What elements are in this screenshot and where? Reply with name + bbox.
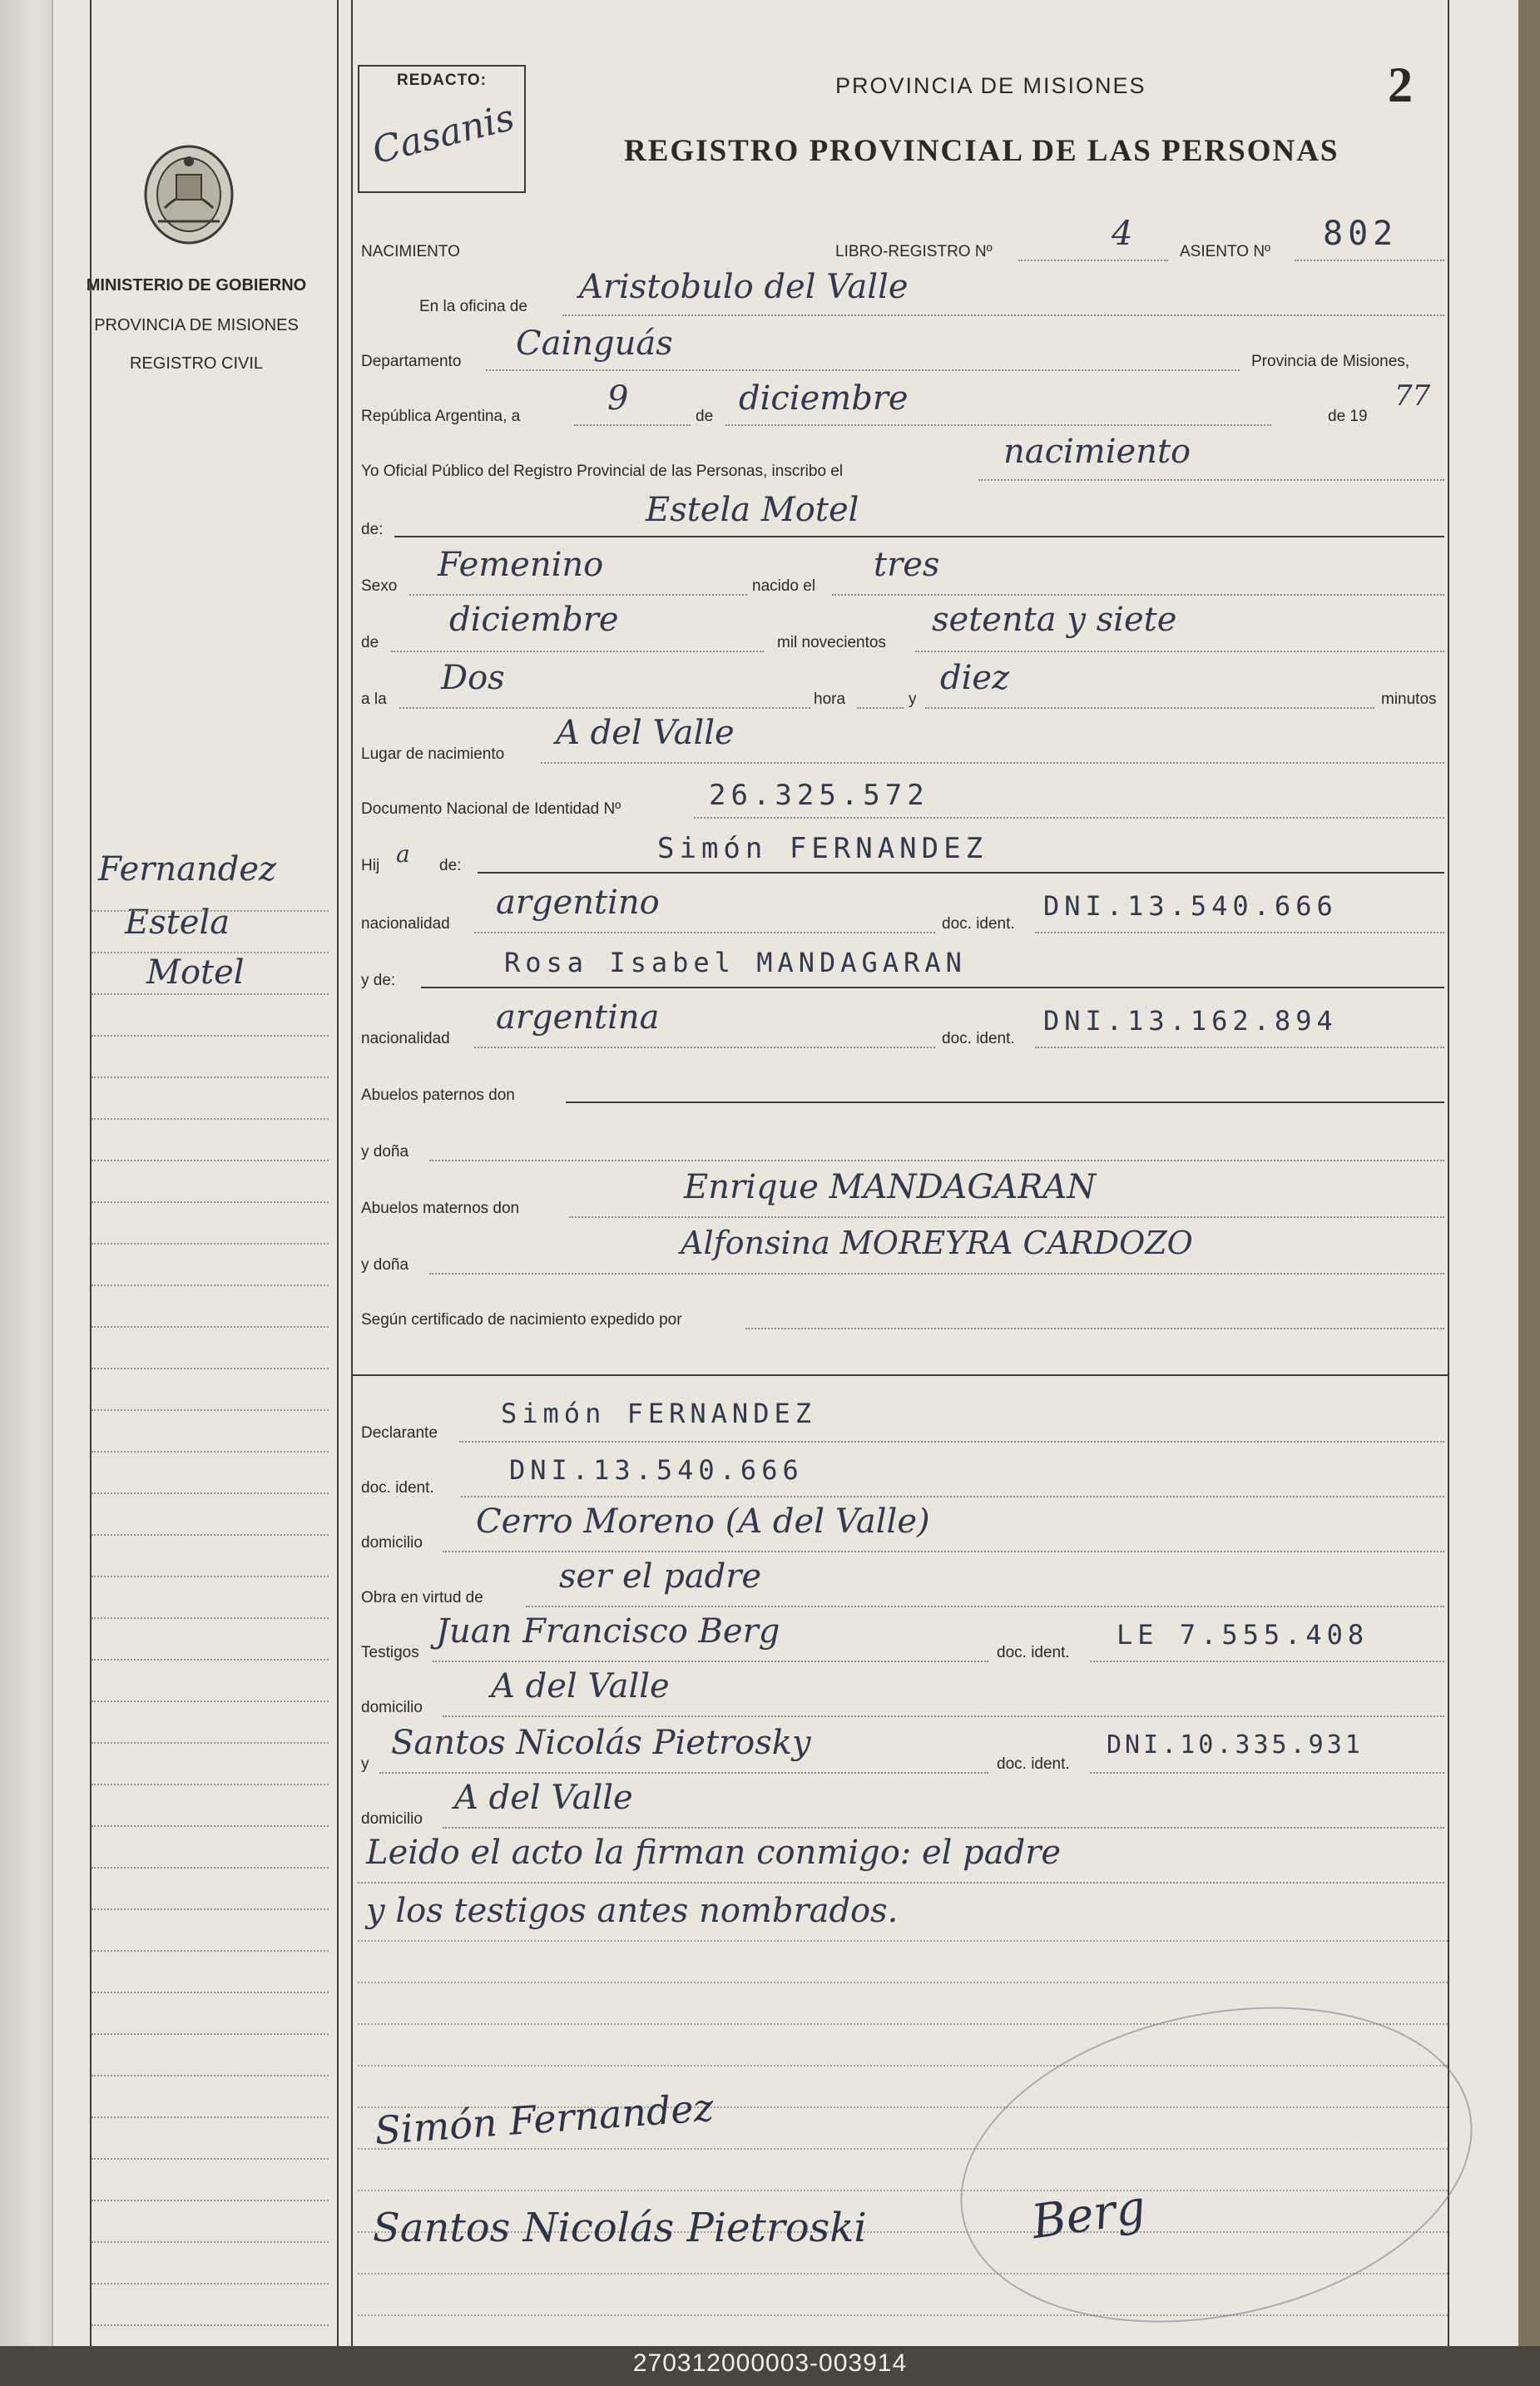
testigo2-dots [379,1772,988,1774]
margin-rule [92,1201,329,1203]
margin-left-line [90,0,92,2346]
book-binding-edge [0,0,53,2346]
ydona-paterna-label: y doña [361,1143,409,1161]
margin-rule [92,1326,329,1328]
sidebar-province: PROVINCIA DE MISIONES [94,316,299,334]
hora-value: Dos [441,659,505,697]
margin-rule [92,1409,329,1411]
record-rule [358,1982,1448,1983]
doc-padre-dots [1035,932,1444,933]
certificado-label: Según certificado de nacimiento expedido por [361,1311,682,1329]
testigo1-domicilio-label: domicilio [361,1699,423,1716]
margin-rule [92,1160,329,1161]
madre-value: Rosa Isabel MANDAGARAN [504,947,967,978]
margin-rule [92,2283,329,2285]
de-label: de [696,408,714,425]
oficial-label: Yo Oficial Público del Registro Provincial de las Personas, inscribo el [361,463,844,480]
dni-label: Documento Nacional de Identidad Nº [361,800,621,818]
doc-padre-value: DNI.13.540.666 [1043,890,1338,922]
margin-rule [92,1368,329,1369]
abuelo-materno-value: Enrique MANDAGARAN [684,1168,1097,1206]
asiento-label: ASIENTO Nº [1180,243,1270,260]
testigo2-doc-label: doc. ident. [997,1755,1070,1773]
hora-y-dots [857,707,904,709]
page-number: 2 [1388,57,1413,112]
province-heading: PROVINCIA DE MISIONES [835,73,1146,98]
obra-dots [526,1606,1444,1607]
abuelos-maternos-label: Abuelos maternos don [361,1200,520,1217]
hora-label: hora [814,691,846,708]
nacimiento-label: NACIMIENTO [361,243,460,260]
margin-rule [92,952,329,953]
nacido-anio: setenta y siete [932,601,1177,639]
margin-rule [92,1243,329,1245]
de-anio-label: de 19 [1328,408,1368,425]
minutos-label: minutos [1381,691,1437,708]
asiento-value: 802 [1323,215,1399,253]
hijo-label: Hij [361,857,380,874]
de2-label: de [361,634,379,651]
abuelo-materno-dots [569,1216,1444,1218]
declarante-dots [459,1441,1444,1443]
lugar-value: A del Valle [556,714,735,752]
margin-rule [92,1451,329,1453]
nombre-value: Estela Motel [646,491,859,529]
testigo2-doc-value: DNI.10.335.931 [1107,1730,1364,1760]
testigo1-doc-value: LE 7.555.408 [1117,1619,1369,1651]
testigo2-domicilio-dots [443,1827,1444,1829]
margin-rule [92,1035,329,1037]
abuela-paterna-dots [429,1160,1444,1161]
dia-value: 9 [607,379,629,418]
ministry-name: MINISTERIO DE GOBIERNO [86,276,307,295]
lugar-label: Lugar de nacimiento [361,745,505,763]
margin-note-secondname: Motel [146,953,245,992]
margin-rule [92,1617,329,1619]
dni-dots [694,817,1444,819]
inscribo-dots [978,479,1444,481]
testigo1-domicilio-value: A del Valle [491,1667,670,1705]
padre-value: Simón FERNANDEZ [657,832,988,865]
abuelos-paternos-label: Abuelos paternos don [361,1087,515,1104]
testigo2-domicilio-value: A del Valle [454,1779,633,1817]
y-label: y [909,691,917,708]
cierre-dots-1 [358,1882,1444,1884]
margin-rule [92,1742,329,1744]
yde-label: y de: [361,972,396,989]
signature-testigo1: Berg [1028,2180,1149,2250]
margin-rule [92,2241,329,2243]
testigo2-value: Santos Nicolás Pietrosky [391,1724,811,1762]
testigo2-doc-dots [1090,1772,1444,1774]
declarante-label: Declarante [361,1424,438,1442]
madre-line [421,987,1444,988]
redacto-box [358,65,526,193]
declarante-domicilio-dots [443,1551,1444,1552]
margin-rule [92,1492,329,1494]
margin-rule [92,1534,329,1536]
abuela-materna-value: Alfonsina MOREYRA CARDOZO [681,1225,1193,1261]
doc-madre-value: DNI.13.162.894 [1043,1005,1338,1037]
minutos-value: diez [940,659,1010,697]
margin-rule [92,1950,329,1952]
signature-declarante: Simón Fernandez [373,2084,716,2154]
margin-rule [92,2116,329,2118]
margin-rule [92,993,329,995]
doc-padre-label: doc. ident. [942,915,1015,933]
oficina-dots [562,314,1444,316]
margin-rule [92,1077,329,1078]
margin-rule [92,2158,329,2160]
margin-right-line [337,0,339,2346]
ala-label: a la [361,691,387,708]
certificado-dots [745,1328,1444,1329]
oficina-label: En la oficina de [419,298,527,315]
declarante-domicilio-value: Cerro Moreno (A del Valle) [476,1502,930,1541]
declarante-doc-value: DNI.13.540.666 [509,1454,804,1486]
nacido-anio-dots [915,651,1444,652]
margin-rule [92,910,329,912]
margin-rule [92,2033,329,2035]
nombre-line [394,536,1444,537]
departamento-dots [486,369,1240,371]
mes-dots [725,424,1271,426]
margin-note-firstname: Estela [125,903,230,942]
redacto-label: REDACTO: [397,72,487,89]
hijo-suffix: a [396,840,410,868]
testigo1-domicilio-dots [443,1715,1444,1717]
nacido-mes: diciembre [449,601,619,639]
registry-title: REGISTRO PROVINCIAL DE LAS PERSONAS [624,134,1339,168]
nacido-dots [832,594,1444,596]
margin-rule [92,1992,329,1993]
asiento-dots [1295,260,1444,261]
lugar-dots [541,762,1444,764]
margin-rule [92,2200,329,2201]
mil-label: mil novecientos [777,634,886,651]
testigo1-dots [433,1661,988,1662]
mes-value: diciembre [739,379,909,418]
declarante-doc-label: doc. ident. [361,1479,434,1497]
nacionalidad-padre-label: nacionalidad [361,915,450,933]
abuela-materna-dots [429,1273,1444,1275]
margin-rule [92,1700,329,1702]
cierre-line-1: Leido el acto la firman conmigo: el padre [366,1834,1062,1872]
testigo1-doc-dots [1090,1661,1444,1662]
margin-rule [92,1908,329,1910]
margin-rule [92,2075,329,2077]
padre-line [478,872,1444,874]
signature-testigo2: Santos Nicolás Pietroski [373,2205,867,2251]
testigo1-doc-label: doc. ident. [997,1644,1070,1661]
declarante-value: Simón FERNANDEZ [501,1398,816,1429]
doc-madre-label: doc. ident. [942,1030,1015,1047]
record-right-line [1448,0,1449,2346]
hijo-de-label: de: [439,857,462,874]
testigo2-domicilio-label: domicilio [361,1810,423,1828]
inscribo-value: nacimiento [1003,433,1191,471]
margin-rule [92,2324,329,2326]
nacionalidad-madre-value: argentina [496,998,660,1037]
margin-rule [92,1867,329,1869]
margin-rule [92,1118,329,1120]
de-nombre-label: de: [361,521,384,538]
nacido-dia: tres [874,546,940,584]
declarante-doc-dots [461,1496,1444,1497]
record-rule [358,1940,1448,1942]
margin-rule [92,1659,329,1661]
margin-note-surname: Fernandez [98,850,277,889]
abuelos-paternos-line [566,1101,1444,1103]
section-divider [351,1374,1449,1376]
anio-value: 77 [1394,379,1431,413]
margin-rule [92,1784,329,1785]
nacido-label: nacido el [752,577,816,595]
obra-label: Obra en virtud de [361,1589,483,1606]
cierre-line-2: y los testigos antes nombrados. [366,1892,899,1930]
nacionalidad-madre-label: nacionalidad [361,1030,450,1047]
minutos-dots [925,707,1374,709]
province-crest-icon [140,141,238,251]
book-cover-edge [1518,0,1540,2346]
sidebar-office: REGISTRO CIVIL [129,354,264,373]
provincia-label: Provincia de Misiones, [1251,353,1410,370]
sexo-label: Sexo [361,577,398,595]
testigo1-value: Juan Francisco Berg [436,1612,780,1651]
doc-madre-dots [1035,1047,1444,1048]
redacto-signature: Casanis [368,96,519,173]
testigos-label: Testigos [361,1644,419,1661]
margin-rule [92,1576,329,1577]
dni-value: 26.325.572 [709,779,929,812]
dia-dots [574,424,691,426]
hora-dots [399,707,810,709]
sexo-dots [409,594,747,596]
nacionalidad-padre-value: argentino [496,884,660,922]
record-rule [358,2314,1448,2316]
record-left-line [351,0,353,2346]
republica-label: República Argentina, a [361,408,521,425]
ydona-materna-label: y doña [361,1256,409,1274]
margin-rule [92,1825,329,1827]
nacido-mes-dots [391,651,764,652]
sexo-value: Femenino [438,546,604,584]
nacionalidad-madre-dots [474,1047,935,1048]
margin-rule [92,1285,329,1286]
libro-label: LIBRO-REGISTRO Nº [835,243,993,260]
testigo2-y-label: y [361,1755,369,1773]
obra-value: ser el padre [559,1557,762,1596]
departamento-label: Departamento [361,353,462,370]
document-id: 270312000003-003914 [632,2349,908,2377]
libro-dots [1018,260,1168,261]
nacionalidad-padre-dots [474,932,935,933]
libro-value: 4 [1112,215,1133,253]
oficina-value: Aristobulo del Valle [579,268,909,306]
declarante-domicilio-label: domicilio [361,1534,423,1552]
departamento-value: Cainguás [516,324,673,363]
